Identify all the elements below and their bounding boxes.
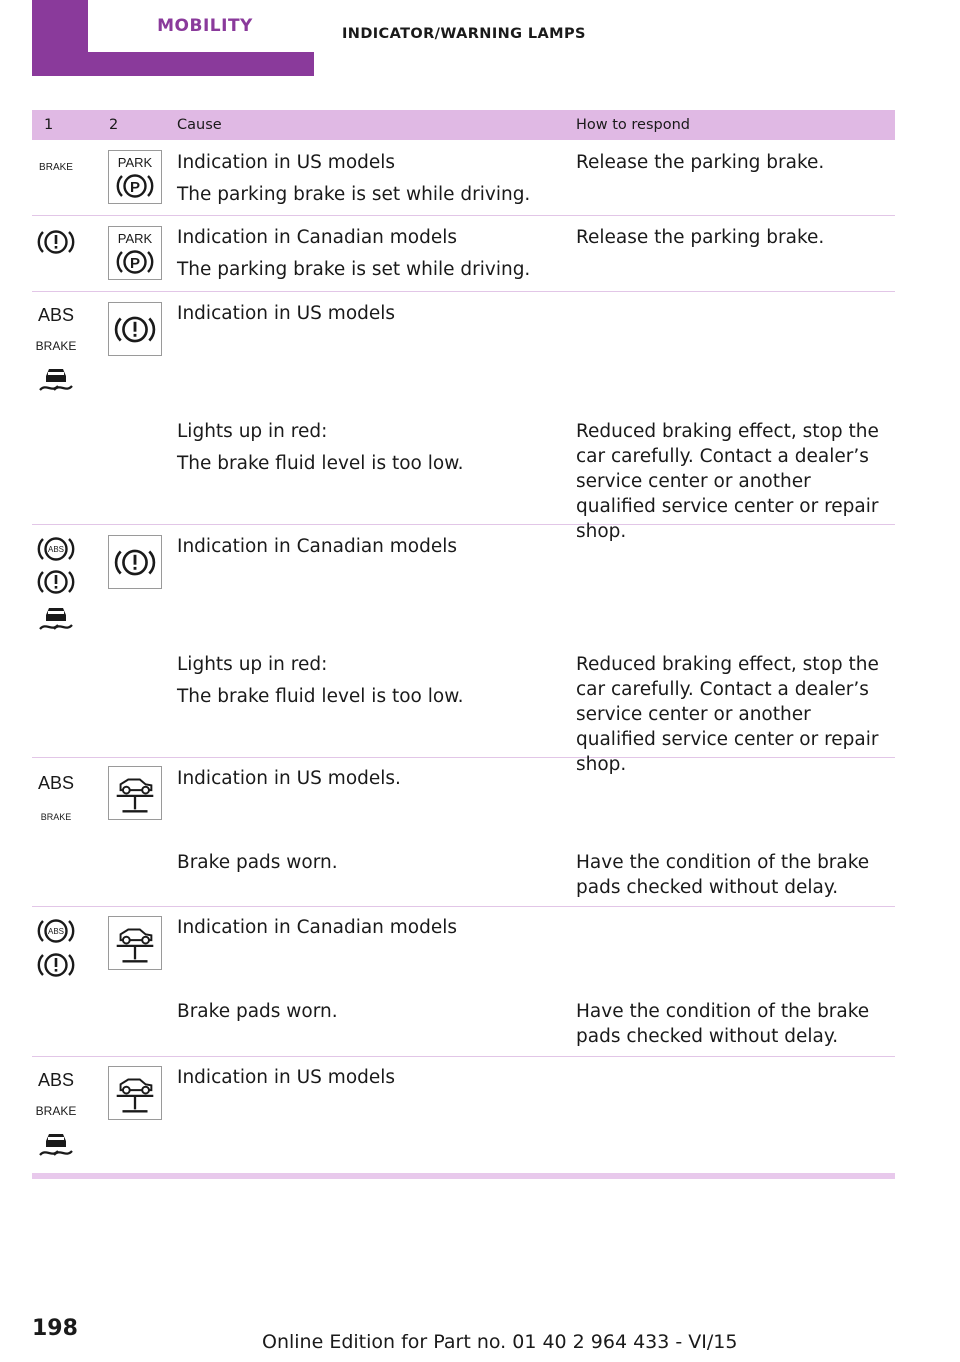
cause-cell: Brake pads worn. xyxy=(177,1001,338,1022)
response-cell: Reduced braking effect, stop the car carefully. Contact a dealer’s service center or another qualified service center or repair shop. xyxy=(576,654,879,775)
column-header-2: 2 xyxy=(109,117,119,133)
brake-warning-icon xyxy=(32,568,80,596)
column-header-1: 1 xyxy=(44,117,54,133)
cause-heading: Indication in Canadian models xyxy=(177,536,458,557)
brake-warning-icon xyxy=(108,302,162,356)
svg-text:BRAKE: BRAKE xyxy=(36,1104,76,1118)
column-header-cause: Cause xyxy=(177,117,222,133)
svg-text:P: P xyxy=(129,179,141,196)
abs-text-icon xyxy=(32,768,80,796)
stability-control-icon xyxy=(32,603,80,631)
park-brake-icon xyxy=(108,150,162,204)
svg-text:BRAKE: BRAKE xyxy=(40,812,72,822)
header-tab-label: MOBILITY xyxy=(88,0,322,52)
abs-text-icon xyxy=(32,300,80,328)
column-header-response: How to respond xyxy=(576,117,690,133)
cause-heading: Indication in US models. xyxy=(177,768,401,789)
table-row xyxy=(32,216,895,292)
svg-text:ABS: ABS xyxy=(47,545,65,554)
svg-text:PARK: PARK xyxy=(117,231,153,246)
brake-text-icon xyxy=(32,332,80,360)
car-lift-icon xyxy=(108,1066,162,1120)
brake-warning-icon xyxy=(32,951,80,979)
brake-text-icon xyxy=(32,1097,80,1125)
abs-warning-icon xyxy=(32,535,80,563)
response-cell: Release the parking brake. xyxy=(576,227,825,248)
table-header-row xyxy=(32,110,895,140)
indicator-table xyxy=(32,110,895,1179)
cause-cell: Lights up in red: The brake fluid level is too low. xyxy=(177,421,464,474)
svg-text:PARK: PARK xyxy=(117,155,153,170)
response-cell: Reduced braking effect, stop the car carefully. Contact a dealer’s service center or another qualified service center or repair shop. xyxy=(576,421,879,542)
table-row xyxy=(32,292,895,542)
brake-warning-icon xyxy=(108,535,162,589)
section-title: INDICATOR/WARNING LAMPS xyxy=(342,26,586,42)
cause-cell: Indication in US models The parking brake is set while driving. xyxy=(177,152,531,205)
cause-cell: Indication in Canadian models The parking brake is set while driving. xyxy=(177,227,531,280)
table-row xyxy=(32,907,895,1057)
header-tab xyxy=(32,0,314,76)
response-cell: Have the condition of the brake pads checked without delay. xyxy=(576,1001,870,1047)
svg-text:BRAKE: BRAKE xyxy=(39,162,73,173)
table-row xyxy=(32,1057,895,1179)
response-cell: Have the condition of the brake pads checked without delay. xyxy=(576,852,870,898)
edition-footer: Online Edition for Part no. 01 40 2 964 433 - VI/15 xyxy=(262,1331,738,1353)
response-cell: Release the parking brake. xyxy=(576,152,825,173)
abs-warning-icon xyxy=(32,917,80,945)
table-row xyxy=(32,525,895,775)
svg-text:BRAKE: BRAKE xyxy=(36,339,76,353)
cause-cell: Brake pads worn. xyxy=(177,852,338,873)
brake-text-icon xyxy=(32,802,80,830)
brake-text-icon xyxy=(32,152,80,180)
page-number: 198 xyxy=(32,1316,78,1341)
table-row xyxy=(32,140,895,216)
cause-heading: Indication in US models xyxy=(177,1067,396,1088)
cause-heading: Indication in Canadian models xyxy=(177,917,458,938)
stability-control-icon xyxy=(32,364,80,392)
table-row xyxy=(32,758,895,907)
svg-text:ABS: ABS xyxy=(37,305,75,325)
cause-cell: Lights up in red: The brake fluid level is too low. xyxy=(177,654,464,707)
cause-heading: Indication in US models xyxy=(177,303,396,324)
stability-control-icon xyxy=(32,1129,80,1157)
abs-text-icon xyxy=(32,1065,80,1093)
svg-text:ABS: ABS xyxy=(37,1070,75,1090)
svg-text:P: P xyxy=(129,255,141,272)
svg-text:ABS: ABS xyxy=(47,927,65,936)
svg-text:ABS: ABS xyxy=(37,773,75,793)
car-lift-icon xyxy=(108,916,162,970)
park-brake-icon xyxy=(108,226,162,280)
brake-warning-icon xyxy=(32,228,80,256)
car-lift-icon xyxy=(108,766,162,820)
